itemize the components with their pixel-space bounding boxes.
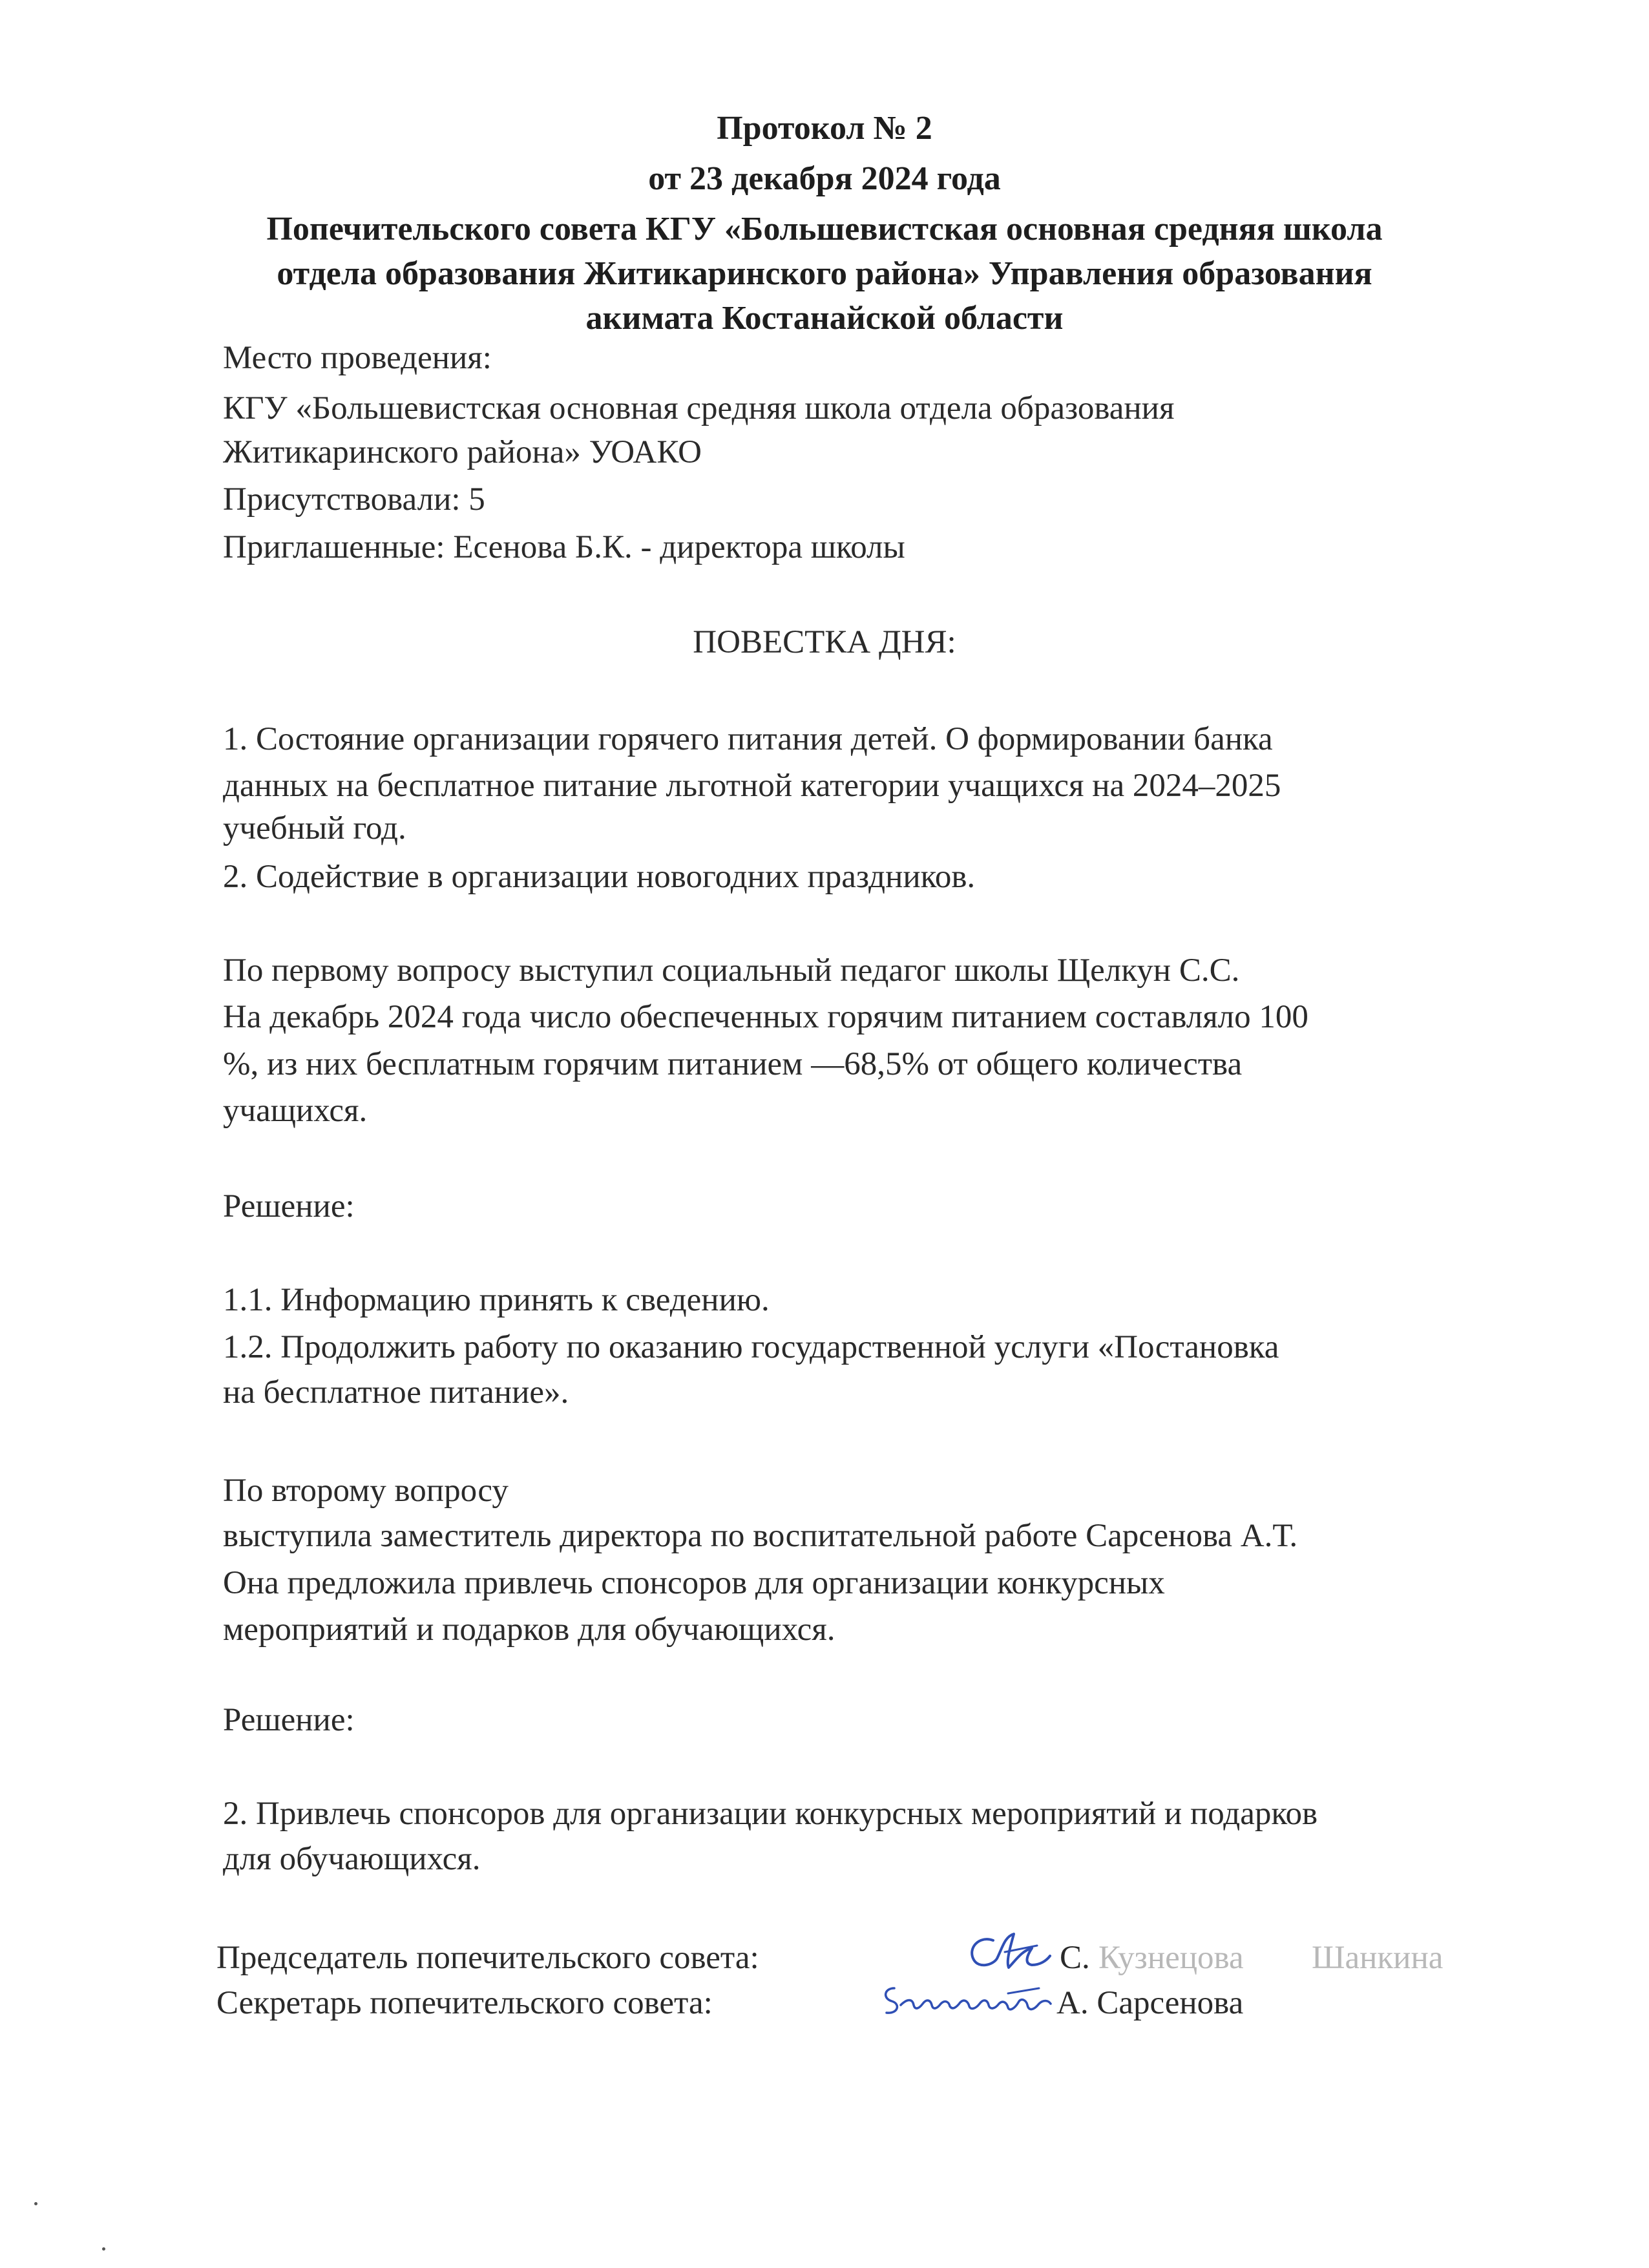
venue-label: Место проведения: <box>223 340 492 376</box>
protocol-number: Протокол № 2 <box>717 110 932 147</box>
q2-decision-line-2: для обучающихся. <box>223 1841 481 1877</box>
q2-speaker: выступила заместитель директора по воспитательной работе Сарсенова А.Т. <box>223 1518 1298 1554</box>
chair-label: Председатель попечительского совета: <box>216 1940 759 1976</box>
agenda-item-1-line-2: данных на бесплатное питание льготной категории учащихся на 2024–2025 <box>223 768 1281 804</box>
q1-decision-2-line-2: на бесплатное питание». <box>223 1374 569 1411</box>
chair-name-2: Шанкина <box>1312 1940 1444 1976</box>
q2-text-line-1: Она предложила привлечь спонсоров для организации конкурсных <box>223 1565 1165 1601</box>
chair-name: Кузнецова <box>1098 1940 1244 1976</box>
q1-decision-1: 1.1. Информацию принять к сведению. <box>223 1282 770 1318</box>
q2-decision-label: Решение: <box>223 1702 355 1738</box>
q2-decision-line-1: 2. Привлечь спонсоров для организации конкурсных мероприятий и подарков <box>223 1796 1318 1832</box>
scan-speck <box>34 2202 37 2205</box>
secretary-label: Секретарь попечительского совета: <box>216 1985 713 2021</box>
organization-line-1: Попечительского совета КГУ «Большевистская основная средняя школа <box>266 211 1383 247</box>
venue-line-2: Житикаринского района» УОАКО <box>223 434 702 470</box>
agenda-item-1-line-3: учебный год. <box>223 810 406 846</box>
organization-line-3: акимата Костанайской области <box>585 300 1064 337</box>
secretary-name: А. Сарсенова <box>1056 1985 1244 2021</box>
venue-line-1: КГУ «Большевистская основная средняя школа отдела образования <box>223 390 1175 426</box>
q1-decision-2-line-1: 1.2. Продолжить работу по оказанию государственной услуги «Постановка <box>223 1329 1279 1365</box>
scan-speck <box>102 2247 105 2251</box>
present-count: Присутствовали: 5 <box>223 481 485 518</box>
secretary-signature <box>879 1974 1060 2026</box>
agenda-item-1-line-1: 1. Состояние организации горячего питания детей. О формировании банка <box>223 721 1273 757</box>
agenda-title: ПОВЕСТКА ДНЯ: <box>693 624 956 660</box>
organization-line-2: отдела образования Житикаринского района» Управления образования <box>277 255 1372 292</box>
protocol-date: от 23 декабря 2024 года <box>648 160 1001 197</box>
q1-text-line-1: На декабрь 2024 года число обеспеченных горячим питанием составляло 100 <box>223 999 1308 1035</box>
q1-text-line-3: учащихся. <box>223 1093 368 1129</box>
q1-speaker: По первому вопросу выступил социальный педагог школы Щелкун С.С. <box>223 952 1240 989</box>
invited: Приглашенные: Есенова Б.К. - директора школы <box>223 529 905 565</box>
agenda-item-2: 2. Содействие в организации новогодних праздников. <box>223 859 976 895</box>
chair-initial: С. <box>1060 1940 1090 1976</box>
chair-signature <box>960 1922 1056 1980</box>
q1-decision-label: Решение: <box>223 1188 355 1224</box>
q1-text-line-2: %, из них бесплатным горячим питанием —68,5% от общего количества <box>223 1046 1243 1082</box>
q2-intro: По второму вопросу <box>223 1473 509 1509</box>
q2-text-line-2: мероприятий и подарков для обучающихся. <box>223 1612 835 1648</box>
